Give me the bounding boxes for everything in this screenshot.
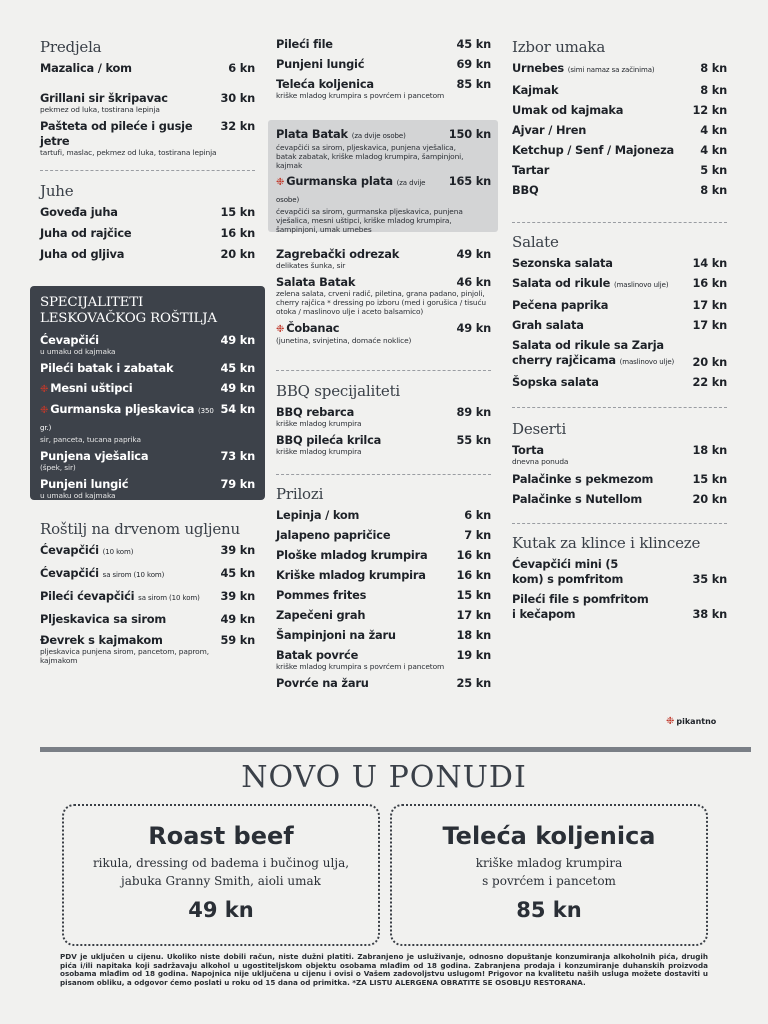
item-name: Tartar [512, 163, 550, 177]
item-name: Pašteta od pileće i gusje jetre [40, 119, 193, 148]
item-price: 39 kn [220, 589, 255, 603]
item-name: Torta [512, 443, 544, 457]
item-price: 45 kn [220, 566, 255, 580]
item-name: Ćevapčići [40, 333, 99, 347]
item-name: Kajmak [512, 83, 559, 97]
item-description: (junetina, svinjetina, domaće noklice) [276, 336, 412, 345]
item-price: 17 kn [692, 318, 727, 332]
item-description: kriške mladog krumpira s povrćem i pancetom [276, 662, 445, 671]
item-name: BBQ pileća krilca [276, 433, 382, 447]
item-name: Grillani sir škripavac [40, 91, 168, 105]
menu-item [512, 557, 727, 587]
section-title: Kutak za klince i klinceze [512, 534, 701, 552]
section-title: Izbor umaka [512, 38, 606, 56]
item-name [40, 381, 132, 397]
item-price: 45 kn [220, 361, 255, 375]
promo-price: 49 kn [188, 898, 254, 922]
section-top-items [276, 37, 491, 100]
item-price: 4 kn [700, 143, 727, 157]
novo-title: NOVO U PONUDI [241, 760, 527, 795]
menu-item [512, 375, 727, 390]
menu-item [276, 648, 491, 663]
item-description: u umaku od kajmaka [40, 491, 116, 500]
item-price: 89 kn [456, 405, 491, 419]
section-kutak [512, 534, 727, 625]
menu-item [40, 566, 255, 583]
item-note: sa sirom (10 kom) [102, 571, 165, 579]
item-price: 15 kn [456, 588, 491, 602]
chili-icon: ❉ [276, 177, 285, 188]
item-name: Umak od kajmaka [512, 103, 624, 117]
item-name-text: Plata Batak [276, 127, 348, 141]
item-description: kriške mladog krumpira [276, 419, 362, 428]
menu-item [276, 676, 491, 691]
menu-item [40, 361, 255, 376]
promo-description-line2: jabuka Granny Smith, aioli umak [121, 874, 321, 888]
item-price: 16 kn [456, 548, 491, 562]
menu-item [40, 61, 255, 76]
item-price: 54 kn [220, 402, 255, 416]
menu-item [276, 588, 491, 603]
item-name-text: Ćevapčići [40, 566, 99, 580]
section-divider [512, 222, 727, 223]
item-name: Pommes frites [276, 588, 367, 602]
pikantno-label: pikantno [676, 717, 717, 726]
menu-item [40, 91, 255, 106]
specialties-box [30, 286, 265, 500]
section-title: Predjela [40, 38, 102, 56]
section-title: Juhe [40, 182, 74, 200]
item-price: 12 kn [692, 103, 727, 117]
item-name: Ajvar / Hren [512, 123, 587, 137]
item-note: (simi namaz sa začinima) [567, 66, 655, 74]
menu-item [40, 543, 255, 560]
item-note: (za dvije osobe) [276, 179, 426, 204]
item-price: 15 kn [692, 472, 727, 486]
promo-description-line1: kriške mladog krumpira [475, 856, 623, 870]
item-name: Teleća koljenica [276, 77, 374, 91]
item-name: Šopska salata [512, 375, 599, 389]
section-juhe [40, 182, 255, 265]
item-note: (maslinovo ulje) [619, 358, 675, 366]
item-description: pekmez od luka, tostirana lepinja [40, 105, 160, 114]
item-note: (za dvije osobe) [351, 132, 406, 140]
item-price: 30 kn [220, 91, 255, 105]
item-note: (350 gr.) [40, 407, 214, 432]
item-name: Goveđa juha [40, 205, 118, 219]
menu-item [40, 333, 255, 348]
item-description: kriške mladog krumpira [276, 447, 362, 456]
section-mid-items [276, 247, 491, 345]
promo-name: Teleća koljenica [442, 822, 656, 850]
menu-item [40, 402, 255, 436]
item-description: ćevapčići sa sirom, pljeskavica, punjena vješalica, batak zabatak, kriške mladog krumpira, šampinjoni, kajmak [276, 143, 464, 170]
item-name: Zagrebački odrezak [276, 247, 400, 261]
chili-icon: ❉ [666, 716, 675, 727]
item-name: Đevrek s kajmakom [40, 633, 163, 647]
item-price: 49 kn [220, 612, 255, 626]
item-description: ćevapčići sa sirom, gurmanska pljeskavica, punjena vješalica, mesni uštipci, kriške mladog krumpira, šampinjoni, umak urnebes [276, 207, 463, 234]
menu-item [40, 477, 255, 492]
item-name: Punjeni lungić [40, 477, 129, 491]
menu-item [276, 528, 491, 543]
item-price: 22 kn [692, 375, 727, 389]
item-name: Batak povrće [276, 648, 359, 662]
promo-card [62, 804, 380, 946]
item-price: 16 kn [456, 568, 491, 582]
item-name: Juha od gljiva [40, 247, 125, 261]
menu-item [512, 83, 727, 98]
item-name: BBQ [512, 183, 539, 197]
section-title: Roštilj na drvenom ugljenu [40, 520, 240, 538]
section-predjela [40, 38, 255, 157]
item-price: 79 kn [220, 477, 255, 491]
section-divider [276, 370, 491, 371]
section-divider [512, 523, 727, 524]
item-price: 32 kn [220, 119, 255, 133]
item-name-text: Urnebes [512, 61, 564, 75]
promo-price: 85 kn [516, 898, 582, 922]
item-name: Pileći file [276, 37, 333, 51]
item-price: 49 kn [220, 381, 255, 395]
item-note: sa sirom (10 kom) [138, 594, 200, 602]
promo-description-line2: s povrćem i pancetom [482, 874, 616, 888]
item-name-text: Čobanac [286, 321, 340, 335]
item-name: Zapečeni grah [276, 608, 366, 622]
item-name-text: Gurmanska plata [286, 174, 393, 188]
item-description: zelena salata, crveni radič, piletina, grana padano, pinjoli, cherry rajčica * dressing po izboru (med i gorušica / tisuću otoka / maslinovo ulje i aceto balsamico) [276, 289, 486, 316]
item-price: 150 kn [448, 127, 491, 141]
item-description: dnevna ponuda [512, 457, 569, 466]
item-price: 19 kn [456, 648, 491, 662]
menu-item [512, 123, 727, 138]
item-name: Lepinja / kom [276, 508, 360, 522]
item-price: 17 kn [692, 298, 727, 312]
item-name [512, 61, 655, 78]
item-name: Pljeskavica sa sirom [40, 612, 167, 626]
menu-item [512, 61, 727, 78]
section-salate [512, 233, 727, 393]
menu-item [276, 548, 491, 563]
item-price: 46 kn [456, 275, 491, 289]
menu-item [276, 174, 491, 208]
section-deserti [512, 420, 727, 510]
item-description: (špek, sir) [40, 463, 76, 472]
menu-item [40, 589, 255, 606]
section-title: Deserti [512, 420, 567, 438]
menu-item [512, 276, 727, 293]
item-price: 49 kn [456, 247, 491, 261]
item-price: 20 kn [220, 247, 255, 261]
specialties-title-line1: SPECIJALITETI [40, 295, 144, 310]
menu-item [40, 612, 255, 627]
menu-item [40, 449, 255, 464]
item-name: Juha od rajčice [40, 226, 132, 240]
item-name: Pileći batak i zabatak [40, 361, 174, 375]
item-description: u umaku od kajmaka [40, 347, 116, 356]
item-price: 39 kn [220, 543, 255, 557]
pikantno-legend [666, 716, 716, 727]
item-price: 49 kn [456, 321, 491, 335]
menu-item [512, 298, 727, 313]
item-name: Mazalica / kom [40, 61, 132, 75]
section-rostilj [40, 520, 255, 665]
menu-item [512, 183, 727, 198]
item-description: kriške mladog krumpira s povrćem i pancetom [276, 91, 445, 100]
item-description: delikates šunka, sir [276, 261, 346, 270]
item-name: Grah salata [512, 318, 584, 332]
item-price: 8 kn [700, 61, 727, 75]
item-name: Povrće na žaru [276, 676, 369, 690]
item-price: 35 kn [692, 572, 727, 586]
menu-item [276, 247, 491, 262]
menu-item [512, 492, 727, 507]
section-divider [40, 170, 255, 171]
promo-card [390, 804, 708, 946]
menu-item [512, 592, 727, 622]
item-price: 38 kn [692, 607, 727, 621]
menu-item [276, 405, 491, 420]
menu-item [512, 143, 727, 158]
item-name: Kriške mladog krumpira [276, 568, 426, 582]
section-plates [276, 127, 491, 234]
item-name-text: Pileći ćevapčići [40, 589, 135, 603]
menu-item [40, 205, 255, 220]
menu-item [276, 127, 491, 144]
section-divider [276, 474, 491, 475]
item-price: 45 kn [456, 37, 491, 51]
section-title: Prilozi [276, 485, 324, 503]
section-title: BBQ specijaliteti [276, 382, 401, 400]
item-price: 7 kn [464, 528, 491, 542]
item-name-text: Ćevapčići [40, 543, 99, 557]
promo-description-line1: rikula, dressing od badema i bučinog ulja, [92, 856, 350, 870]
item-price: 59 kn [220, 633, 255, 647]
item-name: Palačinke s pekmezom [512, 472, 654, 486]
item-note: (10 kom) [102, 548, 134, 556]
menu-item [40, 247, 255, 262]
section-divider-bar [40, 747, 751, 752]
item-price: 16 kn [220, 226, 255, 240]
menu-item [40, 633, 255, 648]
menu-item [276, 77, 491, 92]
menu-item [276, 608, 491, 623]
item-price: 5 kn [700, 163, 727, 177]
item-name-text: Mesni uštipci [50, 381, 133, 395]
item-price: 18 kn [692, 443, 727, 457]
item-price: 14 kn [692, 256, 727, 270]
item-price: 69 kn [456, 57, 491, 71]
item-price: 20 kn [692, 492, 727, 506]
menu-item [276, 568, 491, 583]
menu-item [276, 433, 491, 448]
menu-item [40, 226, 255, 241]
item-price: 17 kn [456, 608, 491, 622]
chili-icon: ❉ [276, 324, 285, 335]
item-name [276, 127, 406, 144]
item-name: Ćevapčići mini (5 kom) s pomfritom [512, 557, 624, 586]
item-name-text: Salata od rikule [512, 276, 611, 290]
section-title: Salate [512, 233, 559, 251]
item-name: Palačinke s Nutellom [512, 492, 643, 506]
item-price: 49 kn [220, 333, 255, 347]
item-note: (maslinovo ulje) [613, 281, 669, 289]
item-price: 25 kn [456, 676, 491, 690]
item-name-text: Salata od rikule sa Zarja cherry rajčicama [512, 338, 664, 367]
item-price: 6 kn [464, 508, 491, 522]
item-description: sir, panceta, tucana paprika [40, 435, 141, 444]
menu-item [276, 508, 491, 523]
menu-item [276, 321, 491, 337]
section-umaci [512, 38, 727, 201]
menu-item [276, 628, 491, 643]
chili-icon: ❉ [40, 405, 49, 416]
item-name [40, 402, 220, 436]
menu-item [512, 103, 727, 118]
item-price: 15 kn [220, 205, 255, 219]
menu-item [512, 256, 727, 271]
item-price: 55 kn [456, 433, 491, 447]
item-price: 6 kn [228, 61, 255, 75]
item-name: Šampinjoni na žaru [276, 628, 396, 642]
menu-item [276, 57, 491, 72]
item-name: BBQ rebarca [276, 405, 355, 419]
menu-item [512, 318, 727, 333]
item-name: Punjena vješalica [40, 449, 149, 463]
item-name [512, 338, 682, 370]
item-name: Punjeni lungić [276, 57, 365, 71]
chili-icon: ❉ [40, 384, 49, 395]
menu-item [40, 119, 255, 149]
menu-item [512, 338, 727, 370]
item-price: 4 kn [700, 123, 727, 137]
item-name: Jalapeno papričice [276, 528, 391, 542]
item-price: 73 kn [220, 449, 255, 463]
item-name [40, 589, 200, 606]
item-name [512, 276, 668, 293]
item-name [276, 174, 449, 208]
item-price: 85 kn [456, 77, 491, 91]
menu-item [512, 472, 727, 487]
section-prilozi [276, 485, 491, 694]
menu-item [276, 37, 491, 52]
item-name [276, 321, 339, 337]
menu-item [40, 381, 255, 397]
promo-name: Roast beef [148, 822, 294, 850]
item-name: Ketchup / Senf / Majoneza [512, 143, 674, 157]
menu-item [512, 443, 727, 458]
item-name [40, 566, 164, 583]
item-price: 8 kn [700, 183, 727, 197]
item-price: 18 kn [456, 628, 491, 642]
item-price: 8 kn [700, 83, 727, 97]
item-price: 20 kn [692, 355, 727, 369]
menu-item [276, 275, 491, 290]
item-description: tartufi, maslac, pekmez od luka, tostirana lepinja [40, 148, 217, 157]
specialties-title-line2: LESKOVAČKOG ROŠTILJA [40, 311, 217, 326]
item-name: Pečena paprika [512, 298, 609, 312]
item-name-text: Gurmanska pljeskavica [50, 402, 195, 416]
item-name: Ploške mladog krumpira [276, 548, 428, 562]
item-description: pljeskavica punjena sirom, pancetom, paprom, kajmakom [40, 647, 209, 665]
legal-footer: PDV je uključen u cijenu. Ukoliko niste dobili račun, niste dužni platiti. Zabranjeno je usluživanje, odnosno dopuštanje konzumiranja alkoholnih pića, drugih pića i/ili napitaka koji sadržavaju alkohol u ugostiteljskom objektu osobama mlađim od 18 godina. Zabranjena prodaja i konzumiranje duhanskih proizvoda osobama mlađim od 18 godina. Napojnica nije uključena u cijenu i ovisi o Vašem zadovoljstvu uslugom! Prigovor na kvalitetu naših usluga možete dostaviti u pisanom obliku, a odgovor ćemo poslati u roku od 15 dana od primitka. *ZA LISTU ALERGENA OBRATITE SE OSOBLJU RESTORANA. [60, 952, 708, 987]
item-name: Salata Batak [276, 275, 356, 289]
menu-item [512, 163, 727, 178]
item-name: Sezonska salata [512, 256, 613, 270]
item-name: Pileći file s pomfritom i kečapom [512, 592, 649, 621]
section-bbq [276, 382, 491, 456]
item-price: 16 kn [692, 276, 727, 290]
item-price: 165 kn [448, 174, 491, 188]
section-divider [512, 407, 727, 408]
item-name [40, 543, 133, 560]
